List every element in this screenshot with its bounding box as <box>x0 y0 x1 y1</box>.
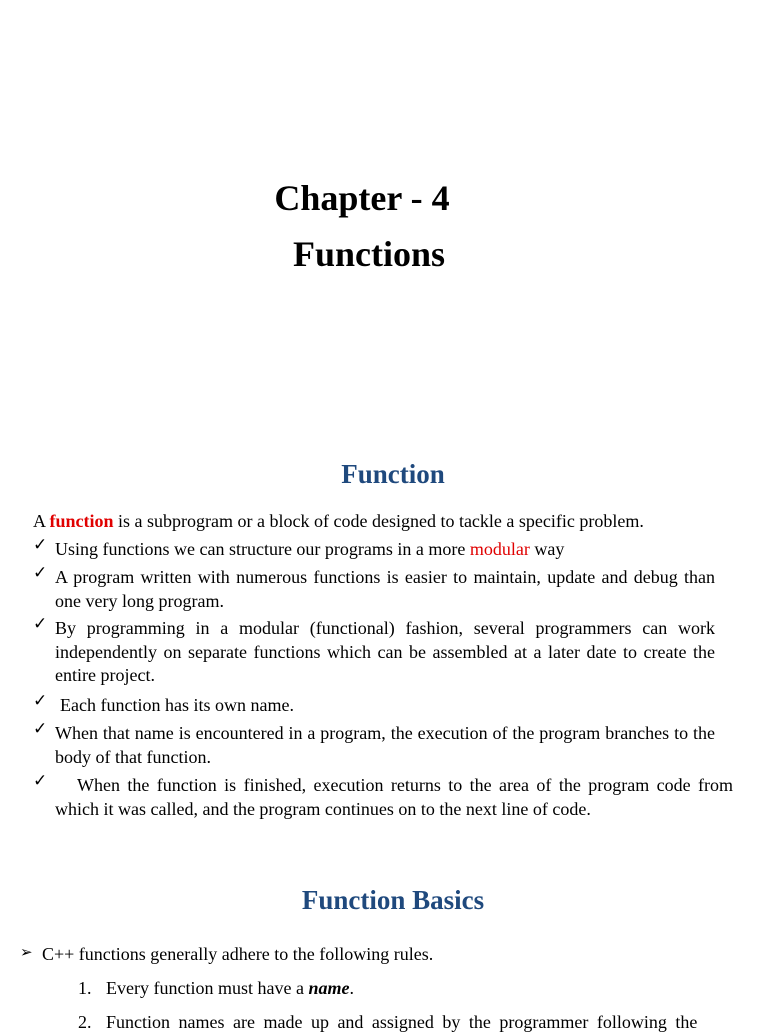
intro-article: A <box>33 511 46 531</box>
check-icon: ✓ <box>33 691 48 711</box>
bullet-text: When the function is finished, execution returns to the area of the program code from which it was called, and the program continues on to the next line of code. <box>55 775 733 819</box>
function-term: function <box>49 511 114 531</box>
rules-intro-text: C++ functions generally adhere to the following rules. <box>42 944 434 964</box>
bullet-text: By programming in a modular (functional) fashion, several programmers can work independently on separate functions which can be assembled at a later date to create the entire project. <box>55 618 715 685</box>
chapter-title: Chapter - 4 <box>274 178 450 218</box>
arrow-bullet-icon: ➢ <box>20 943 33 961</box>
rule-text: Function names are made up and assigned by the programmer following the <box>106 1012 698 1032</box>
bullet-text: A program written with numerous functions is easier to maintain, update and debug than one very long program. <box>55 567 715 611</box>
section-heading-function: Function <box>341 459 445 489</box>
check-icon: ✓ <box>33 563 48 583</box>
function-definition <box>33 510 644 534</box>
modular-highlight: modular <box>469 539 530 559</box>
check-icon: ✓ <box>33 771 48 791</box>
chapter-subtitle: Functions <box>292 234 446 274</box>
bullet-text: Using functions we can structure our programs in a more modular way <box>55 539 565 559</box>
rule-number: 1. <box>78 978 92 998</box>
section-heading-function-basics: Function Basics <box>301 885 485 915</box>
check-icon: ✓ <box>33 719 48 739</box>
rule-number: 2. <box>78 1012 92 1032</box>
bullet-text: When that name is encountered in a program, the execution of the program branches to the body of that function. <box>55 723 715 767</box>
intro-rest: is a subprogram or a block of code designed to tackle a specific problem. <box>118 511 644 531</box>
bullet-text: Each function has its own name. <box>60 695 294 715</box>
rule-text: Every function must have a name. <box>106 978 354 998</box>
check-icon: ✓ <box>33 535 48 555</box>
rule-emphasis: name <box>308 978 350 998</box>
check-icon: ✓ <box>33 614 48 634</box>
